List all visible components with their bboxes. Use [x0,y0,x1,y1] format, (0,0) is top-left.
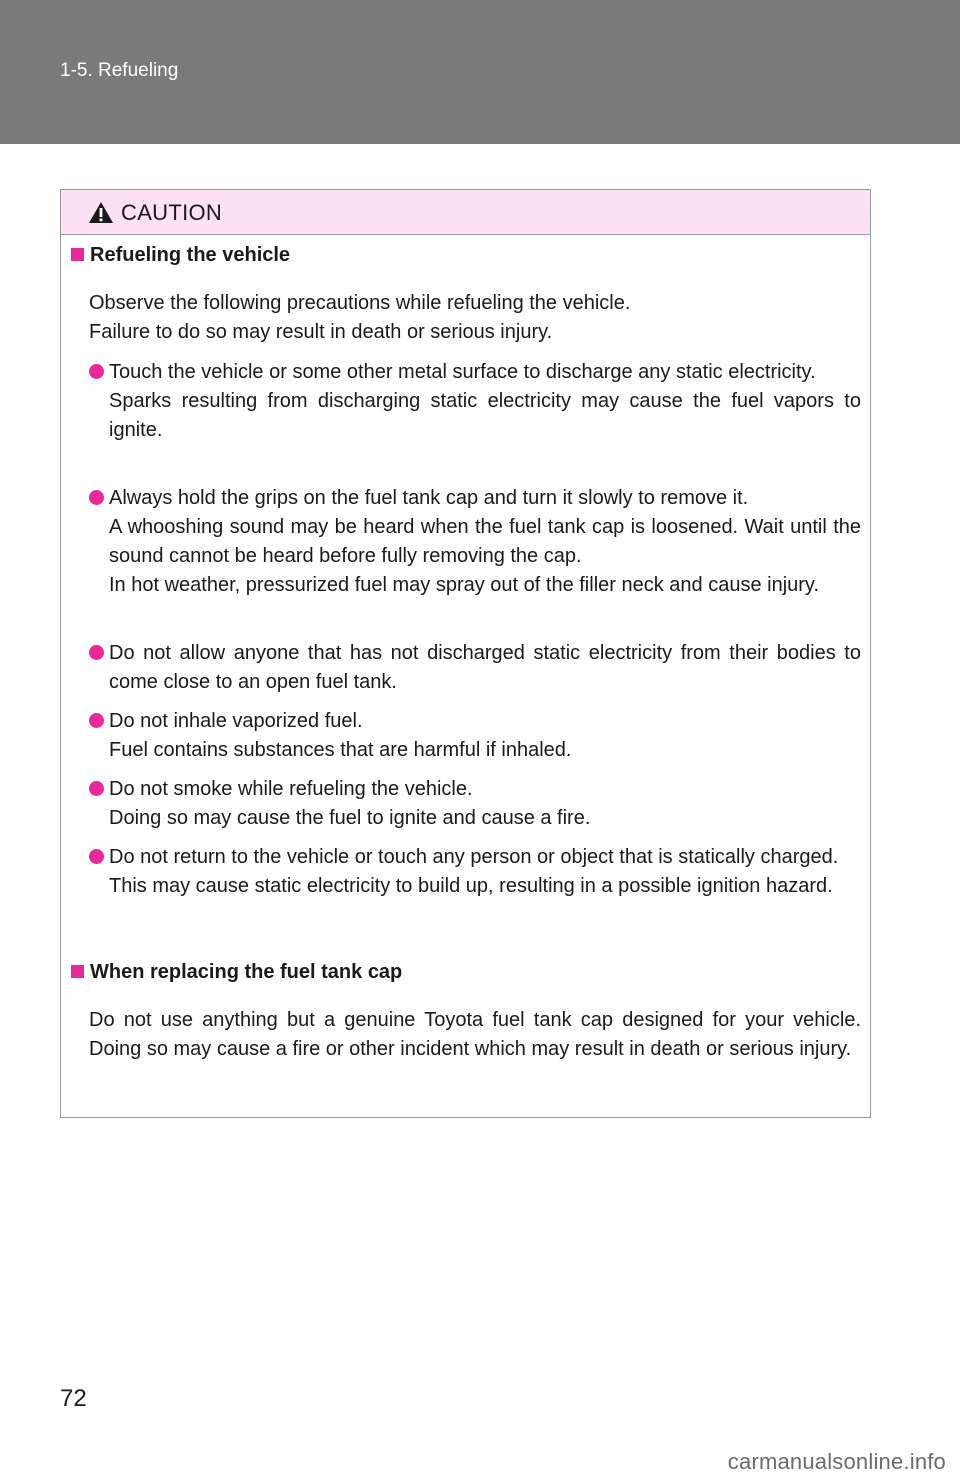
watermark: carmanualsonline.info [727,1449,946,1474]
bullet-text: Do not return to the vehicle or touch any person or object that is statically charged. [109,846,839,868]
intro-line: Failure to do so may result in death or serious injury. [89,321,553,343]
bullet-text: Do not smoke while refueling the vehicle. [109,778,473,800]
bullet-text: Do not allow anyone that has not discharged static electricity from their bodies to come close to an open fuel tank. [109,642,861,693]
square-bullet-icon [71,965,84,978]
circle-bullet-icon [89,781,104,796]
circle-bullet-icon [89,364,104,379]
page-header [0,0,960,144]
caution-box [60,189,871,1118]
bullet-text: Doing so may cause the fuel to ignite and cause a fire. [109,807,591,829]
square-bullet-icon [71,248,84,261]
bullet-item [89,707,861,765]
bullet-item [89,358,861,445]
bullet-text: A whooshing sound may be heard when the fuel tank cap is loosened. Wait until the sound cannot be heard before fully removing the cap. [109,516,861,567]
section-label: 1-5. Refueling [60,60,179,81]
bullet-item [89,484,861,600]
bullet-text: Do not inhale vaporized fuel. [109,710,363,732]
bullet-text: In hot weather, pressurized fuel may spray out of the filler neck and cause injury. [109,574,819,596]
bullet-text: Sparks resulting from discharging static electricity may cause the fuel vapors to ignite. [109,390,861,441]
caution-title: CAUTION [121,200,223,225]
circle-bullet-icon [89,713,104,728]
warning-triangle-icon [88,201,114,224]
page-number: 72 [60,1385,87,1412]
circle-bullet-icon [89,645,104,660]
bullet-item [89,775,861,833]
section-heading: Refueling the vehicle [71,244,290,267]
bullet-text: Always hold the grips on the fuel tank cap and turn it slowly to remove it. [109,487,749,509]
bullet-text: Fuel contains substances that are harmful if inhaled. [109,739,572,761]
circle-bullet-icon [89,849,104,864]
intro-line: Observe the following precautions while refueling the vehicle. [89,292,631,314]
bullet-text: This may cause static electricity to build up, resulting in a possible ignition hazard. [109,875,833,897]
bullet-text: Touch the vehicle or some other metal surface to discharge any static electricity. [109,361,816,383]
section-heading: When replacing the fuel tank cap [71,961,402,984]
caution-header [61,190,870,235]
bullet-item [89,639,861,697]
bullet-item [89,843,861,901]
circle-bullet-icon [89,490,104,505]
section-body: Do not use anything but a genuine Toyota fuel tank cap designed for your vehicle. Doing so may cause a fire or other incident which may result in death or serious injury. [89,1009,861,1060]
